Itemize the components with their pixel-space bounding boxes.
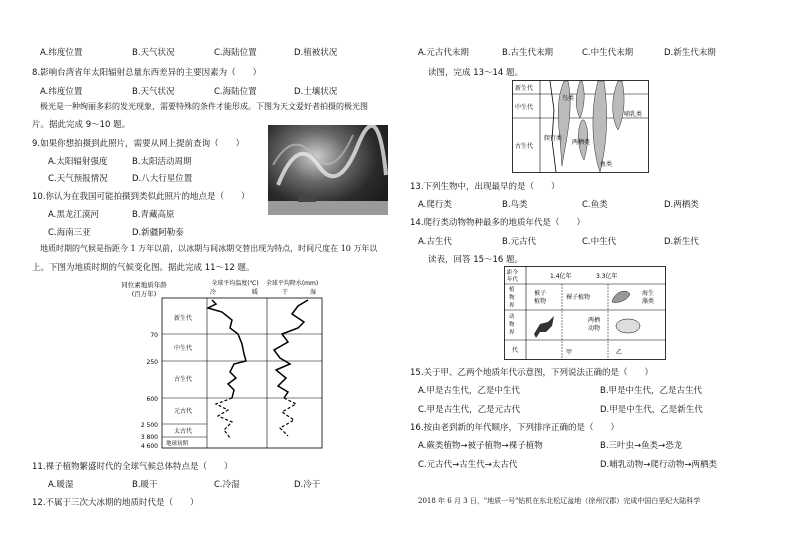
q14-option-d[interactable]: D.新生代 [664, 237, 699, 247]
read-13-14: 读图，完成 13～14 题。 [428, 68, 524, 78]
question-15: 15.关于甲、乙两个地质年代示意图，下列说法正确的是（ ） [410, 368, 654, 378]
table-cell-algae-1: 海生 [642, 290, 655, 297]
chart-precip-curve [274, 300, 308, 398]
q8-option-a[interactable]: A.纬度位置 [40, 87, 83, 97]
chart-col1-title-1: 同位素地质年龄 [121, 281, 167, 289]
chart-col3-sub-wet: 湿 [310, 289, 317, 296]
table-era-jia: 甲 [566, 349, 573, 356]
evo-era-paleozoic: 古生代 [515, 143, 534, 150]
question-11: 11.裸子植物繁盛时代的全球气候总体特点是（ ） [32, 462, 233, 472]
evo-label-bird: 鸟类 [562, 95, 575, 102]
q9-option-a[interactable]: A.太阳辐射强度 [48, 157, 108, 167]
table-cell-gymno: 裸子植物 [566, 294, 591, 301]
question-16: 16.按由老到新的年代顺序，下列排序正确的是（ ） [410, 423, 620, 433]
evo-reptile-shape [558, 81, 570, 166]
aurora-photo [268, 125, 388, 215]
q14-option-b[interactable]: B.元古代 [502, 237, 537, 247]
climate-chart [112, 278, 327, 453]
question-10: 10.你认为在我国可能拍摄到类似此照片的地点是（ ） [32, 192, 250, 202]
q12-option-c[interactable]: C.中生代末期 [582, 48, 634, 58]
evo-fish-shape [593, 81, 607, 172]
evo-era-cenozoic: 新生代 [515, 85, 534, 92]
evo-mammal-shape [613, 81, 624, 130]
q11-option-b[interactable]: B.暖干 [132, 480, 158, 490]
dinosaur-icon [534, 316, 554, 338]
table-time-1: 1.4亿年 [550, 273, 572, 280]
q16-option-c[interactable]: C.元古代→古生代→太古代 [418, 460, 518, 470]
q16-option-d[interactable]: D.哺乳动物→爬行动物→两栖类 [600, 460, 717, 470]
table-cell-lowplants-1: 被子 [534, 290, 547, 297]
q13-option-a[interactable]: A.爬行类 [418, 200, 452, 210]
question-13: 13.下列生物中，出现最早的是（ ） [410, 182, 560, 192]
aurora-illustration [268, 125, 388, 215]
q9-option-c[interactable]: C.天气预报情况 [48, 174, 108, 184]
chart-col1-title-2: (百万年) [131, 290, 157, 298]
chart-col3-title: 全球平均降水(mm) [265, 280, 319, 287]
chart-age-600: 600 [146, 396, 158, 403]
evo-era-mesozoic: 中生代 [515, 104, 534, 111]
table-cell-algae-2: 藻类 [642, 298, 655, 305]
table-hdr-1: 距今 [507, 270, 519, 276]
q12-option-b[interactable]: B.古生代末期 [502, 48, 554, 58]
aurora-intro-line2: 片。据此完成 9～10 题。 [32, 120, 131, 130]
read-15-16: 读表，回答 15～16 题。 [428, 255, 524, 265]
q16-option-a[interactable]: A.蕨类植物→被子植物→裸子植物 [418, 441, 543, 451]
chart-age-2500: 2 500 [140, 422, 158, 429]
chart-col2-sub-warm: 暖 [252, 289, 259, 296]
q11-option-a[interactable]: A.暖湿 [48, 480, 74, 490]
q13-option-d[interactable]: D.两栖类 [664, 200, 699, 210]
q13-option-b[interactable]: B.鸟类 [502, 200, 528, 210]
chart-era-proterozoic: 元古代 [174, 408, 193, 415]
chart-precip-dashed [280, 398, 296, 436]
trilobite-icon [616, 319, 640, 333]
q8-option-c[interactable]: C.海陆位置 [214, 87, 257, 97]
chart-col2-title: 全球平均温度(℃) [211, 280, 259, 287]
q10-option-b[interactable]: B.青藏高原 [132, 210, 175, 220]
table-plant-1: 植 [509, 287, 515, 293]
evo-label-amphibian: 两栖类 [572, 139, 591, 146]
chart-era-mesozoic: 中生代 [174, 345, 193, 352]
table-animal-1: 动 [509, 314, 515, 320]
q15-option-a[interactable]: A.甲是古生代，乙是中生代 [418, 386, 520, 396]
q15-option-c[interactable]: C.甲是古生代，乙是元古代 [418, 405, 521, 415]
table-animal-3: 界 [509, 330, 515, 336]
table-hdr-2: 年代 [507, 277, 519, 283]
q7-option-a[interactable]: A.纬度位置 [40, 48, 83, 58]
evo-label-fish: 鱼类 [600, 161, 613, 168]
table-cell-lowplants-2: 植物 [534, 298, 547, 305]
chart-age-70: 70 [150, 332, 158, 339]
table-era-label: 代 [512, 347, 519, 354]
q10-option-d[interactable]: D.新疆阿勒泰 [132, 228, 184, 238]
chart-age-4600: 4 600 [140, 443, 158, 450]
q15-option-d[interactable]: D.甲是中生代，乙是新生代 [600, 405, 703, 415]
q9-option-b[interactable]: B.太阳活动周期 [132, 157, 192, 167]
chart-temperature-curve [208, 300, 246, 398]
q15-option-b[interactable]: B.甲是中生代，乙是古生代 [600, 386, 703, 396]
q14-option-a[interactable]: A.古生代 [418, 237, 452, 247]
question-14: 14.爬行类动物物种最多的地质年代是（ ） [410, 218, 586, 228]
evo-label-mammal: 哺乳类 [624, 111, 643, 118]
geo-era-table [504, 266, 666, 360]
q12-option-d[interactable]: D.新生代末期 [664, 48, 716, 58]
q14-option-c[interactable]: C.中生代 [582, 237, 617, 247]
q7-option-d[interactable]: D.植被状况 [294, 48, 338, 58]
chart-age-250: 250 [146, 359, 158, 366]
chart-temperature-dashed [216, 398, 232, 438]
aurora-intro-line1: 极光是一种绚丽多彩的发光现象，需要特殊的条件才能形成。下图为天文爱好者拍摄的极光图 [40, 102, 368, 111]
q16-option-b[interactable]: B.三叶虫→鱼类→恐龙 [600, 441, 683, 451]
chart-col2-sub-cold: 冷 [210, 289, 217, 296]
q11-option-d[interactable]: D.冷干 [294, 480, 321, 490]
footer-note: 2018 年 6 月 3 日，"地质一号"钻机在东北松辽盆地（徐州汉郡）完成中国白垩纪大陆科学 [418, 497, 701, 505]
climate-intro-line1: 地质时期的气候是指距今 1 万年以前，以冰期与间冰期交替出现为特点，时间尺度在 10 万年以 [40, 244, 378, 253]
evo-label-reptile: 爬行类 [544, 135, 563, 142]
evo-bird-shape [576, 81, 584, 118]
q8-option-d[interactable]: D.土壤状况 [294, 87, 338, 97]
table-era-yi: 乙 [616, 349, 623, 356]
chart-age-3800: 3 800 [140, 434, 158, 441]
table-cell-amphib-1: 两栖 [588, 317, 601, 324]
question-9: 9.如果你想拍摄到此照片，需要从网上提前查询（ ） [32, 139, 245, 149]
question-8: 8.影响台湾省年太阳辐射总量东西差异的主要因素为（ ） [32, 68, 262, 78]
chart-era-archean: 太古代 [174, 428, 193, 435]
table-plant-2: 物 [509, 295, 515, 301]
q10-option-c[interactable]: C.海南三亚 [48, 228, 91, 238]
table-cell-amphib-2: 动物 [588, 325, 601, 332]
q11-option-c[interactable]: C.冷湿 [214, 480, 240, 490]
chart-era-cenozoic: 新生代 [174, 315, 193, 322]
q7-option-b[interactable]: B.天气状况 [132, 48, 175, 58]
table-animal-2: 物 [509, 322, 515, 328]
climate-intro-line2: 上。下图为地质时期的气候变化图。据此完成 11～12 题。 [32, 263, 255, 273]
chart-era-paleozoic: 古生代 [174, 376, 193, 383]
q10-option-a[interactable]: A.黑龙江漠河 [48, 210, 99, 220]
q7-option-c[interactable]: C.海陆位置 [214, 48, 257, 58]
q8-option-b[interactable]: B.天气状况 [132, 87, 175, 97]
q13-option-c[interactable]: C.鱼类 [582, 200, 608, 210]
evolution-diagram [512, 80, 650, 174]
fern-icon [612, 291, 630, 302]
q9-option-d[interactable]: D.八大行星位置 [132, 174, 193, 184]
chart-col3-sub-dry: 干 [282, 289, 289, 296]
question-12: 12.不属于三次大冰期的地质时代是（ ） [32, 498, 199, 508]
chart-era-early-earth: 地球初期 [166, 441, 189, 447]
table-time-2: 3.3亿年 [596, 273, 618, 280]
table-plant-3: 界 [509, 303, 515, 309]
q12-option-a[interactable]: A.元古代末期 [418, 48, 469, 58]
